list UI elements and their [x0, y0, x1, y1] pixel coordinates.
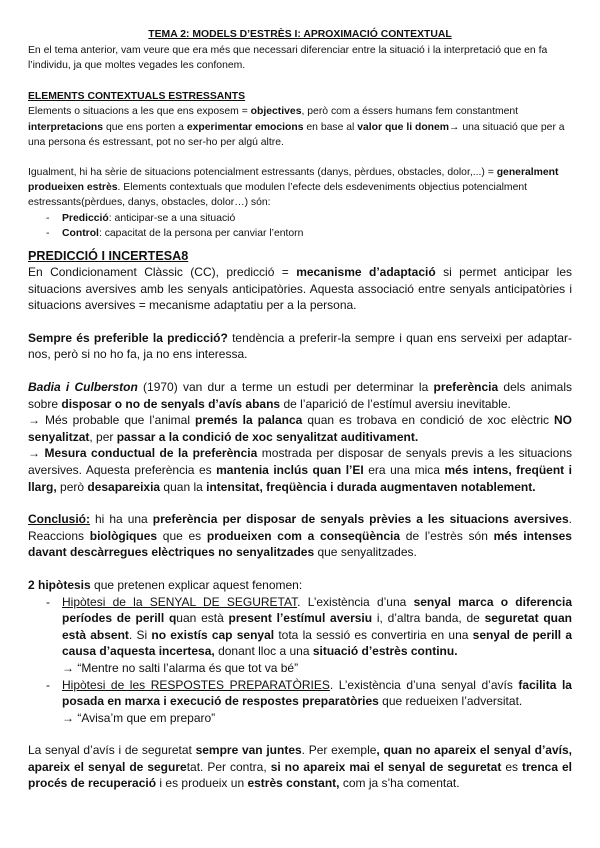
document-page — [28, 28, 572, 792]
hypothesis-quote: → “Mentre no salti l’alarma és que tot va bé” — [62, 660, 299, 675]
list-item: - Hipòtesi de la SENYAL DE SEGURETAT. L’existència d’una senyal marca o diferencia períodes de perill quan està present l’estímul aversiu i, d’altra banda, de seguretat quan està absent. Si no existís cap senyal tota la sessió es convertiria en una senyal de perill a causa d’aquesta incertesa, donant lloc a una situació d’estrès continu. → “Mentre no salti l’alarma és que tot va bé” — [46, 594, 572, 677]
hypotheses-list — [28, 594, 572, 727]
list-item: - Predicció: anticipar-se a una situació — [46, 211, 572, 226]
list-item: - Hipòtesi de les RESPOSTES PREPARATÒRIES. L’existència d’una senyal d’avís facilita la posada en marxa i execució de respostes preparatòries que redueixen l’adversitat. → “Avisa’m que em preparo” — [46, 677, 572, 727]
conditioning-paragraph: En Condicionament Clàssic (CC), predicció = mecanisme d’adaptació si permet anticipar les situacions aversives amb les senyals anticipatòries. Aquesta associació entre senyals anticipatòries i situacions aversives = mecanisme adaptatiu per a la persona. — [28, 265, 573, 313]
hypothesis-quote: → “Avisa’m que em preparo” — [62, 710, 216, 725]
conclusion-paragraph: Conclusió: hi ha una preferència per disposar de senyals prèvies a les situacions aversives. Reaccions biològiques que es produeixen com a conseqüència de l’estrès són més intenses davant descàrregues elèctriques no senyalitzades que senyalitzades. — [28, 512, 573, 560]
behavioral-measure-paragraph: → Mesura conductual de la preferència mostrada per disposar de senyals previs a les situacions aversives. Aquesta preferència es mantenia inclús quan l’EI era una mica més intens, freqüent i llarg, però desapareixia quan la intensitat, freqüència i durada augmentaven notablement. — [28, 446, 573, 494]
preference-question-paragraph: Sempre és preferible la predicció? tendència a preferir-la sempre i quan ens serveixi per adaptar-nos, però si no ho fa, ja no ens interessa. — [28, 330, 573, 362]
contextual-elements-list — [28, 211, 572, 241]
hypotheses-intro: 2 hipòtesis que pretenen explicar aquest fenomen: — [28, 577, 303, 592]
elements-paragraph: Elements o situacions a les que ens exposem = objectives, però com a éssers humans fem constantment interpretacions que ens porten a experimentar emocions en base al valor que li donem→ una situació que per a una persona és estressant, pot no ser-ho per algú altre. — [28, 106, 565, 148]
lever-result-paragraph: → Més probable que l’animal premés la palanca quan es trobava en condició de xoc elèctric NO senyalitzat, per passar a la condició de xoc senyalitzat auditivament. — [28, 413, 573, 444]
signals-summary-paragraph: La senyal d’avís i de seguretat sempre van juntes. Per exemple, quan no apareix el senyal d’avís, apareix el senyal de seguretat. Per contra, si no apareix mai el senyal de seguretat es trenca el procés de recuperació i es produeix un estrès constant, com ja s’ha comentat. — [28, 743, 573, 791]
section-heading-prediction: PREDICCIÓ I INCERTESA8 — [28, 249, 189, 264]
badia-study-paragraph: Badia i Culberston (1970) van dur a terme un estudi per determinar la preferència dels animals sobre disposar o no de senyals d’avís abans de l’aparició de l’estímul aversiu inevitable. — [28, 380, 573, 411]
potential-stressors-paragraph: Igualment, hi ha sèrie de situacions potencialment estressants (danys, pèrdues, obstacles, dolor,...) = generalment produeixen estrès. Elements contextuals que modulen l’efecte dels esdeveniments objectius potencialment estressants(pèrdues, danys, obstacles, dolor…) són: — [28, 167, 559, 209]
list-item: - Control: capacitat de la persona per canviar l’entorn — [46, 226, 572, 241]
section-heading-elements: ELEMENTS CONTEXTUALS ESTRESSANTS — [28, 91, 246, 103]
intro-paragraph: En el tema anterior, vam veure que era més que necessari diferenciar entre la situació i la interpretació que en fa l’individu, ja que moltes vegades les confonem. — [28, 45, 548, 72]
document-title: TEMA 2: MODELS D’ESTRÈS I: APROXIMACIÓ CONTEXTUAL — [148, 29, 452, 40]
